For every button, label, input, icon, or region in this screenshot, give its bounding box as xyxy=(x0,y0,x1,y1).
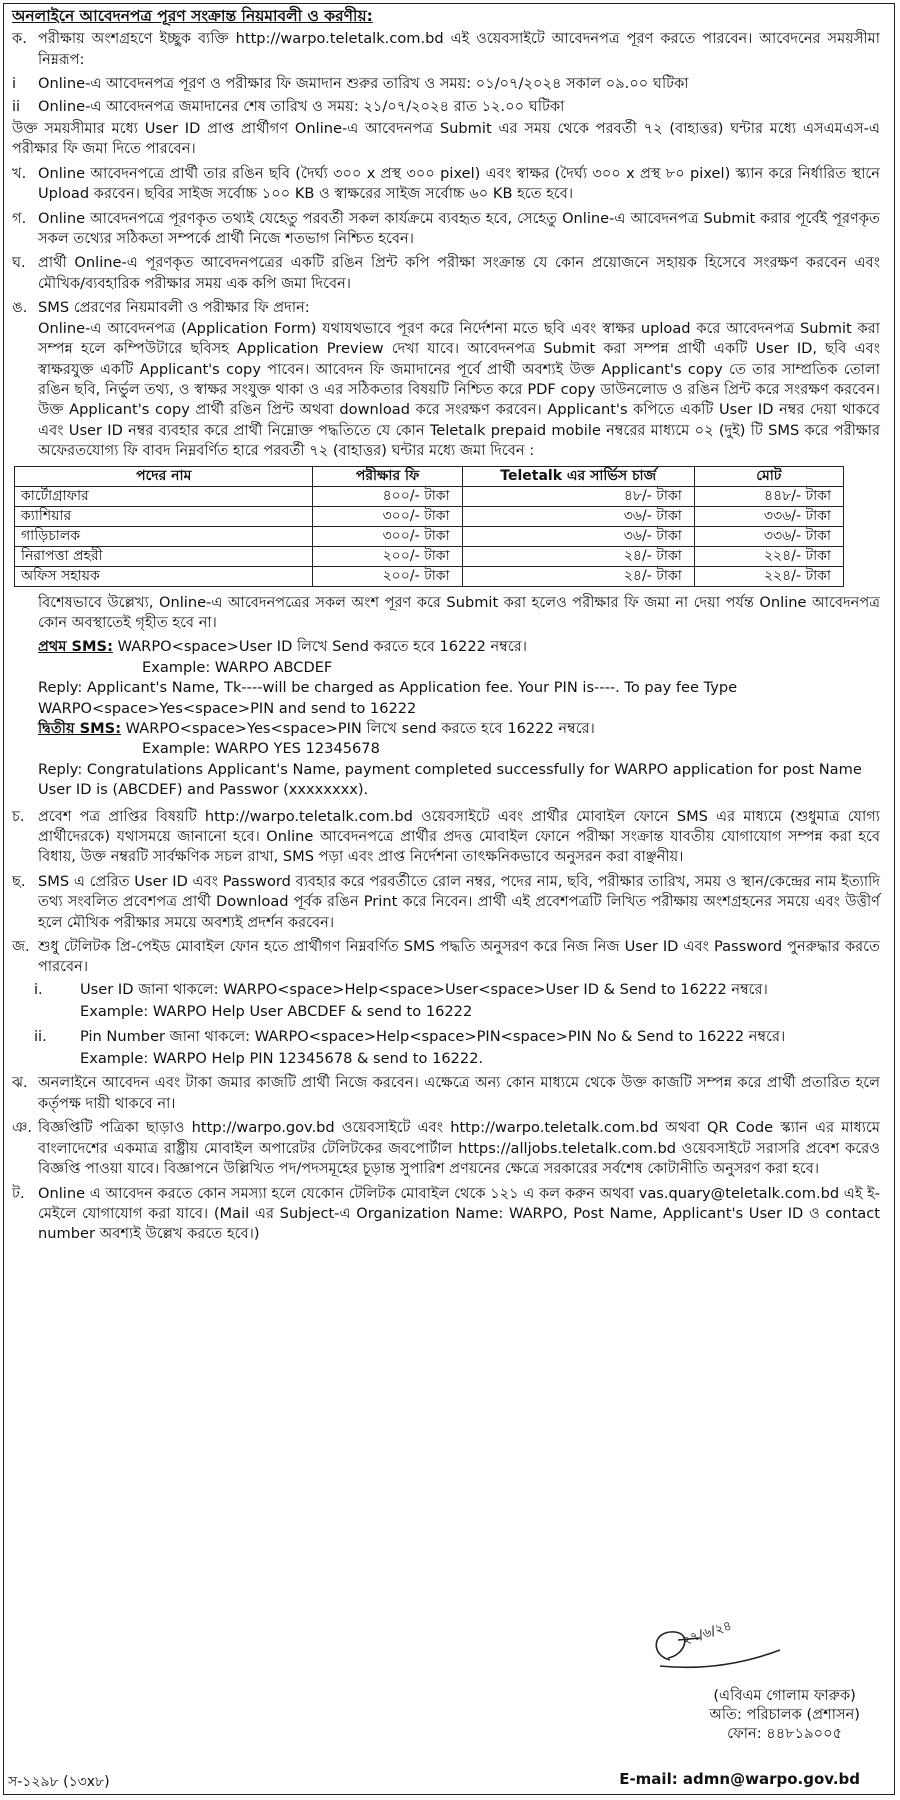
recover-user-id-example: Example: WARPO Help User ABCDEF & send to 16222 xyxy=(80,1003,473,1021)
fee-note xyxy=(6,593,890,634)
recover-user-id xyxy=(6,980,890,1000)
item-ga xyxy=(6,209,890,250)
item-text: Online এ আবেদন করতে কোন সমস্যা হলে যেকোন টেলিটক মোবাইল থেকে ১২১ এ কল করুন অথবা vas.quary@teletalk.com.bd এই ই-মেইলে যোগাযোগ করা যাবে। (Mail এর Subject-এ Organization Name: WARPO, Post Name, Applicant's User ID ও contact number অবশ্যই উল্লেখ করতে হবে।) xyxy=(38,1184,880,1243)
exam-fee: ৩০০/- টাকা xyxy=(313,506,462,526)
exam-fee: ৩০০/- টাকা xyxy=(313,526,462,546)
col-service-charge: Teletalk এর সার্ভিস চার্জ xyxy=(462,466,694,486)
col-post-name: পদের নাম xyxy=(15,466,313,486)
second-sms-reply: Reply: Congratulations Applicant's Name, payment completed successfully for WARPO application for post Name User ID is (ABCDEF) and Passwor (xxxxxxxx). xyxy=(38,760,862,799)
item-ta xyxy=(6,1184,890,1245)
col-exam-fee: পরীক্ষার ফি xyxy=(313,466,462,486)
item-kha xyxy=(6,164,890,205)
item-text: প্রবেশ পত্র প্রাপ্তির বিষয়টি http://warpo.teletalk.com.bd ওয়েবসাইটে এবং প্রার্থীর মোবাইল ফোনে SMS এর মাধ্যমে (শুধুমাত্র যোগ্য প্রার্থীদেরকে) যথাসময়ে জানানো হবে। Online আবেদনপত্রে প্রার্থীর প্রদত্ত মোবাইল ফোনে পরীক্ষা সংক্রান্ত যাবতীয় যোগাযোগ সম্পন্ন করা হবে বিধায়, উক্ত নম্বরটি সার্বক্ষণিক সচল রাখা, SMS পড়া এবং প্রাপ্ত নির্দেশনা তাৎক্ষনিকভাবে অনুসরন করা বাঞ্ছনীয়। xyxy=(38,807,880,866)
item-jha xyxy=(6,1073,890,1114)
document-body xyxy=(6,6,890,1249)
item-marker: চ. xyxy=(12,807,25,825)
table-row xyxy=(15,486,844,506)
item-ka-sub-i xyxy=(6,74,890,94)
item-chha xyxy=(6,872,890,933)
total-fee: ৩৩৬/- টাকা xyxy=(694,506,843,526)
application-start-date: Online-এ আবেদনপত্র পূরণ ও পরীক্ষার ফি জমাদান শুরুর তারিখ ও সময়: ০১/০৭/২০২৪ সকাল ০৯.০০ ঘটিকা xyxy=(38,75,689,93)
recover-pin-text: Pin Number জানা থাকলে: WARPO<space>Help<space>PIN<space>PIN No & Send to 16222 নম্বরে। xyxy=(80,1027,786,1045)
item-marker: ঝ. xyxy=(12,1074,28,1092)
signatory-designation: অতি: পরিচালক (প্রশাসন) xyxy=(709,1706,860,1723)
service-charge: ৩৬/- টাকা xyxy=(462,506,694,526)
post-name: অফিস সহায়ক xyxy=(15,566,313,586)
item-text: উক্ত সময়সীমার মধ্যে User ID প্রাপ্ত প্রার্থীগণ Online-এ আবেদনপত্র Submit এর সময় থেকে পরবর্তী ৭২ (বাহাত্তর) ঘন্টার মধ্যে এসএমএস-এ পরীক্ষার ফি জমা দিতে পারবেন। xyxy=(12,120,880,158)
exam-fee: ৪০০/- টাকা xyxy=(313,486,462,506)
page-title: অনলাইনে আবেদনপত্র পূরণ সংক্রান্ত নিয়মাবলী ও করণীয়: xyxy=(12,7,373,25)
table-row xyxy=(15,506,844,526)
recover-pin xyxy=(6,1027,890,1047)
post-name: নিরাপত্তা প্রহরী xyxy=(15,546,313,566)
item-marker: ট. xyxy=(12,1184,25,1202)
service-charge: ৪৮/- টাকা xyxy=(462,486,694,506)
item-uma xyxy=(6,298,890,461)
item-marker: জ. xyxy=(12,938,30,956)
service-charge: ২৪/- টাকা xyxy=(462,566,694,586)
post-name: গাড়িচালক xyxy=(15,526,313,546)
post-name: ক্যাশিয়ার xyxy=(15,506,313,526)
first-sms-reply: Reply: Applicant's Name, Tk----will be charged as Application fee. Your PIN is----. To pay fee Type WARPO<space>Yes<space>PIN and send to 16222 xyxy=(38,679,738,717)
item-marker: গ. xyxy=(12,209,27,227)
sms-section-heading: SMS প্রেরণের নিয়মাবলী ও পরীক্ষার ফি প্রদান: xyxy=(38,299,310,317)
service-charge: ৩৬/- টাকা xyxy=(462,526,694,546)
exam-fee: ২০০/- টাকা xyxy=(313,566,462,586)
total-fee: ২২৪/- টাকা xyxy=(694,566,843,586)
item-text: বিজ্ঞপ্তিটি পত্রিকা ছাড়াও http://warpo.gov.bd ওয়েবসাইটে এবং http://warpo.teletalk.com.bd অথবা QR Code স্ক্যান এর মাধ্যমে বাংলাদেশের একমাত্র রাষ্ট্রীয় মোবাইল অপারেটর টেলিটকের জবপোর্টাল https://alljobs.teletalk.com.bd ওয়েবসাইটে সরাসরি প্রবেশ করেও বিজ্ঞপ্তি পাওয়া যাবে। বিজ্ঞাপনে উল্লিখিত পদ/পদসমূহের চূড়ান্ত সুপারিশ প্রণয়নের ক্ষেত্রে সরকারের সর্বশেষ কোটানীতি অনুসরণ করা হবে। xyxy=(38,1119,880,1178)
recover-user-id-text: User ID জানা থাকলে: WARPO<space>Help<space>User<space>User ID & Send to 16222 নম্বরে। xyxy=(80,980,768,998)
signatory-phone: ফোন: ৪৪৮১৯০০৫ xyxy=(727,1725,843,1742)
signature-date: ২৭/৬/২৪ xyxy=(680,1618,734,1649)
item-text: Online আবেদনপত্রে প্রার্থী তার রঙিন ছবি (দৈর্ঘ্য ৩০০ x প্রস্থ ৩০০ pixel) এবং স্বাক্ষর (দৈর্ঘ্য ৩০০ x প্রস্থ ৮০ pixel) স্ক্যান করে নির্ধারিত স্থানে Upload করবেন। ছবির সাইজ সর্বোচ্চ ১০০ KB ও স্বাক্ষরের সাইজ সর্বোচ্চ ৬০ KB হতে হবে। xyxy=(38,164,880,203)
signature-scribble xyxy=(630,1610,790,1680)
table-row xyxy=(15,546,844,566)
item-text: অনলাইনে আবেদন এবং টাকা জমার কাজটি প্রার্থী নিজে করবেন। এক্ষেত্রে অন্য কোন মাধ্যমে থেকে উক্ত কাজটি সম্পন্ন করে প্রার্থী প্রতারিত হলে কর্তৃপক্ষ দায়ী থাকবে না। xyxy=(38,1074,880,1112)
item-text: শুধু টেলিটক প্রি-পেইড মোবাইল ফোন হতে প্রার্থীগণ নিম্নবর্ণিত SMS পদ্ধতি অনুসরণ করে নিজ নিজ User ID এবং Password পুনরুদ্ধার করতে পারবেন। xyxy=(38,938,880,976)
sub-marker: ii xyxy=(12,97,21,115)
item-gha xyxy=(6,253,890,294)
table-row xyxy=(15,566,844,586)
contact-email: E-mail: admn@warpo.gov.bd xyxy=(619,1770,860,1788)
total-fee: ৪৪৮/- টাকা xyxy=(694,486,843,506)
col-total: মোট xyxy=(694,466,843,486)
fee-table xyxy=(14,466,844,587)
service-charge: ২৪/- টাকা xyxy=(462,546,694,566)
signature-block xyxy=(709,1686,860,1743)
signatory-name: (এবিএম গোলাম ফারুক) xyxy=(713,1687,856,1704)
item-text: Online-এ আবেদনপত্র (Application Form) যথাযথভাবে পূরণ করে নির্দেশনা মতে ছবি এবং স্বাক্ষর upload করে আবেদনপত্র Submit করা সম্পন্ন হলে কম্পিউটারে ছবিসহ Application Preview দেখা যাবে। আবেদনপত্র Submit করা সম্পন্ন প্রার্থী একটি User ID, ছবি এবং স্বাক্ষরযুক্ত একটি Applicant's copy পাবেন। আবেদন ফি জমাদানের পূর্বে প্রার্থী অবশ্যই উক্ত Applicant's copy তে তার সাম্প্রতিক তোলা রঙিন ছবি, নির্ভুল তথ্য, ও স্বাক্ষর সংযুক্ত থাকা ও এর সঠিকতার বিষয়টি নিশ্চিত করে PDF copy ডাউনলোড ও রঙিন প্রিন্ট করে সংরক্ষণ করবেন। উক্ত Applicant's copy প্রার্থী রঙিন প্রিন্ট অথবা download করে সংরক্ষণ করবেন। Applicant's কপিতে একটি User ID নম্বর দেয়া থাকবে এবং User ID নম্বর ব্যবহার করে প্রার্থী নিম্নোক্ত পদ্ধতিতে যে কোন Teletalk prepaid mobile নম্বরের মাধ্যমে ০২ (দুই) টি SMS করে পরীক্ষার অফেরতযোগ্য ফি বাবদ নিম্নবর্ণিত হারে পরবর্তী ৭২ (বাহাত্তর) ঘন্টার মধ্যে জমা দিবেন : xyxy=(38,319,880,460)
item-text: SMS এ প্রেরিত User ID এবং Password ব্যবহার করে পরবর্তীতে রোল নম্বর, পদের নাম, ছবি, পরীক্ষার তারিখ, সময় ও স্থান/কেন্দ্রের নাম ইত্যাদি তথ্য সংবলিত প্রবেশপত্র প্রার্থী Download পূর্বক রঙিন Print করে নিবেন। প্রার্থী এই প্রবেশপত্রটি লিখিত পরীক্ষায় অংশগ্রহনের সময়ে এবং উত্তীর্ণ হলে মৌখিক পরীক্ষার সময়ে অবশ্যই প্রদর্শন করবেন। xyxy=(38,872,880,931)
recover-pin-example: Example: WARPO Help PIN 12345678 & send to 16222. xyxy=(80,1050,484,1068)
first-sms-example: Example: WARPO ABCDEF xyxy=(142,658,333,676)
item-marker: খ. xyxy=(12,164,27,182)
sms-instructions xyxy=(6,637,890,800)
application-end-date: Online-এ আবেদনপত্র জমাদানের শেষ তারিখ ও সময়: ২১/০৭/২০২৪ রাত ১২.০০ ঘটিকা xyxy=(38,97,565,115)
item-ka-sub-ii xyxy=(6,97,890,117)
item-ka xyxy=(6,29,890,70)
item-marker: ঙ. xyxy=(12,299,28,317)
total-fee: ২২৪/- টাকা xyxy=(694,546,843,566)
item-marker: ছ. xyxy=(12,872,26,890)
item-marker: ঞ. xyxy=(12,1119,33,1137)
item-text: Online আবেদনপত্রে পূরণকৃত তথ্যই যেহেতু পরবর্তী সকল কার্যক্রমে ব্যবহৃত হবে, সেহেতু Online-এ আবেদনপত্র Submit করার পূর্বেই পূরণকৃত সকল তথ্যের সঠিকতা সম্পর্কে প্রার্থী নিজে শতভাগ নিশ্চিত হবেন। xyxy=(38,209,880,248)
reference-number: স-১২৯৮ (১৩x৮) xyxy=(8,1774,110,1790)
second-sms-text: WARPO<space>Yes<space>PIN লিখে send করতে হবে 16222 নম্বরে। xyxy=(125,719,595,737)
item-marker: ঘ. xyxy=(12,254,26,272)
second-sms-label: দ্বিতীয় SMS: xyxy=(38,719,122,737)
total-fee: ৩৩৬/- টাকা xyxy=(694,526,843,546)
item-marker: ক. xyxy=(12,30,27,48)
item-text: পরীক্ষায় অংশগ্রহণে ইচ্ছুক ব্যক্তি http://warpo.teletalk.com.bd এই ওয়েবসাইটে আবেদনপত্র পূরণ করতে পারবেন। আবেদনের সময়সীমা নিম্নরূপ: xyxy=(38,30,880,68)
sub-marker: i. xyxy=(34,980,43,998)
sub-marker: ii. xyxy=(34,1027,47,1045)
first-sms-text: WARPO<space>User ID লিখে Send করতে হবে 16222 নম্বরে। xyxy=(117,638,527,656)
first-sms-label: প্রথম SMS: xyxy=(38,638,113,656)
exam-fee: ২০০/- টাকা xyxy=(313,546,462,566)
item-ka-after xyxy=(6,119,890,160)
note-text: বিশেষভাবে উল্লেখ্য, Online-এ আবেদনপত্রের সকল অংশ পূরণ করে Submit করা হলেও পরীক্ষার ফি জমা না দেয়া পর্যন্ত Online আবেদনপত্র কোন অবস্থাতেই গৃহীত হবে না। xyxy=(38,593,880,631)
item-cha xyxy=(6,807,890,868)
item-nya xyxy=(6,1118,890,1179)
second-sms-example: Example: WARPO YES 12345678 xyxy=(142,740,380,758)
item-ja xyxy=(6,937,890,978)
item-text: প্রার্থী Online-এ পূরণকৃত আবেদনপত্রের একটি রঙিন প্রিন্ট কপি পরীক্ষা সংক্রান্ত যে কোন প্রয়োজনে সহায়ক হিসেবে সংরক্ষণ করবেন এবং মৌখিক/ব্যবহারিক পরীক্ষার সময় এক কপি জমা দিবেন। xyxy=(38,254,880,292)
post-name: কার্টোগ্রাফার xyxy=(15,486,313,506)
sub-marker: i xyxy=(12,75,17,93)
table-row xyxy=(15,526,844,546)
fee-table-header xyxy=(15,466,844,486)
